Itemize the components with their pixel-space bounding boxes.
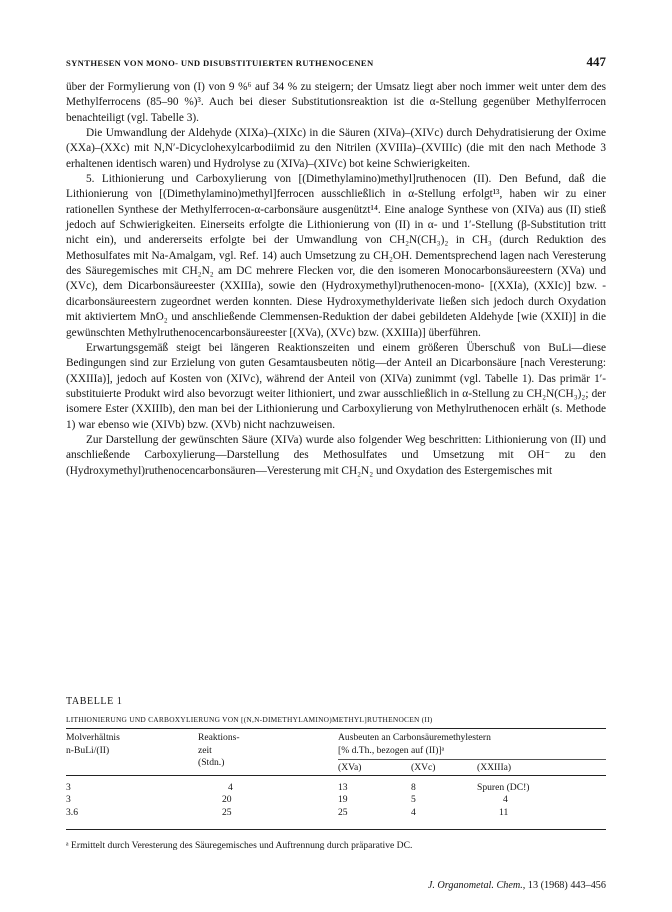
table-row: 3.6 25 25 4 11: [66, 806, 509, 818]
body-text: [66, 80, 606, 479]
journal-citation: [428, 880, 606, 891]
paragraph: Die Umwandlung der Aldehyde (XIXa)–(XIXc) in die Säuren (XIVa)–(XIVc) durch Dehydratisierung der Oxime (XXa)–(XXc) mit N,N′-Dicyclohexylcarbodiimid zu den Nitrilen (XVIIIa)–(XVIIIc) (die mit den nach Methode 3 erhaltenen identisch waren) und Hydrolyse zu (XIVa)–(XIVc) bot keine Schwierigkeiten.: [66, 127, 606, 170]
paragraph: Zur Darstellung der gewünschten Säure (XIVa) wurde also folgender Weg beschritten: Lithionierung von (II) und anschließende Carboxylierung—Darstellung des Methosulfates und Umsetzung mit OH⁻ zu den (Hydroxymethyl)ruthenocencarbonsäuren—Veresterung mit CH₂N₂ und Oxydation des Estergemisches mit: [66, 433, 606, 477]
table-1: [66, 696, 606, 851]
data-table: [66, 732, 606, 819]
paragraph: Erwartungsgemäß steigt bei längeren Reaktionszeiten und einem größeren Überschuß von BuLi—diese Bedingungen sind zur Erzielung von guten Gesamtausbeuten nötig—der Anteil an Dicarbonsäure [nach Veresterung: (XXIIIa)], jedoch auf Kosten von (XIVc), während der Anteil von (XIVa) zunimmt (vgl. Tabelle 1). Das primär 1′-substituierte Produkt wird also bevorzugt weiter lithioniert, und zwar ausschließlich in α-Stellung zu CH₂N(CH₃)₂; der isomere Ester (XXIIIb), den man bei der Lithionierung und Carboxylierung von Methylruthenocen erhält (s. Methode 1) war ebenso wie (XIVb) bzw. (XVb) nicht nachzuweisen.: [66, 341, 606, 431]
table-header-row: [66, 732, 606, 775]
table-row: 3 20 19 5 4: [66, 794, 508, 805]
table-footnote: ᵃ Ermittelt durch Veresterung des Säuregemisches und Auftrennung durch präparative DC.: [66, 829, 606, 851]
paragraph: über der Formylierung von (I) von 9 %⁶ auf 34 % zu steigern; der Umsatz liegt aber noch immer weit unter dem des Methylferrocens (85–90 %)³. Auch bei dieser Substitutionsreaktion ist die α-Stellung gegenüber Methylferrocen benachteiligt (vgl. Tabelle 3).: [66, 81, 606, 124]
table-label: TABELLE 1: [66, 696, 123, 707]
table-row: 3 4 13 8 Spuren (DC!): [66, 781, 530, 793]
header-xva: (XVa): [338, 762, 362, 773]
header-ausbeuten: Ausbeuten an Carbonsäuremethylestern [% d.Th., bezogen auf (II)]ᵃ (XVa) (XVc) (XXIIIa): [338, 732, 606, 775]
citation-journal: J. Organometal. Chem.,: [427, 880, 526, 891]
table-caption: LITHIONIERUNG UND CARBOXYLIERUNG VON [(N,N-DIMETHYLAMINO)METHYL]RUTHENOCEN (II): [66, 715, 606, 729]
citation-details: 13 (1968) 443–456: [527, 880, 606, 891]
running-head: [66, 54, 606, 70]
header-xvc: (XVc): [411, 762, 436, 773]
header-molverhaeltnis: Molverhältnis n-BuLi/(II): [66, 732, 120, 756]
header-reaktionszeit: Reaktions- zeit (Stdn.): [198, 732, 240, 768]
paragraph: 5. Lithionierung und Carboxylierung von [(Dimethylamino)methyl]ruthenocen (II). Den Befund, daß die Lithionierung von [(Dimethylamino)methyl]ferrocen ausschließlich in α-Stellung erfolgt¹³, haben wir zu einer rationellen Synthese der Methylferrocen-α-carbonsäure ausgenützt¹⁴. Eine analoge Synthese von (XIVa) aus (II) stieß jedoch auf Schwierigkeiten. Einerseits erfolgte die Lithionierung von (II) in α- und 1′-Stellung (β-Substitution tritt nicht ein), und andererseits erfolgte bei der Umwandlung von CH₂N(CH₃)₂ in CH₃ (durch Reduktion des Methosulfates mit Na-Amalgam, vgl. Ref. 14) auch Umsetzung zu CH₂OH. Dementsprechend lagen nach Veresterung des Säuregemisches mit CH₂N₂ am DC mehrere Flecken vor, die den isomeren Monocarbonsäureestern (XVa) und (XVc), dem Dicarbonsäureester (XXIIIa), sowie den (Hydroxymethyl)ruthenocen-mono- [(XXIa), (XXIc)] bzw. -dicarbonsäureestern zugeordnet werden konnten. Diese Hydroxymethylderivate ließen sich jedoch durch Oxydation mit aktiviertem MnO₂ und anschließende Clemmensen-Reduktion der dabei gebildeten Aldehyde [wie (XXII)] in die gewünschten Methylruthenocencarbonsäureester [(XVa), (XVc) bzw. (XXIIIa)] überführen.: [66, 173, 606, 339]
page-number: 447: [586, 54, 606, 69]
header-xxiiia: (XXIIIa): [477, 762, 512, 773]
running-head-title: SYNTHESEN VON MONO- UND DISUBSTITUIERTEN RUTHENOCENEN: [66, 58, 374, 68]
